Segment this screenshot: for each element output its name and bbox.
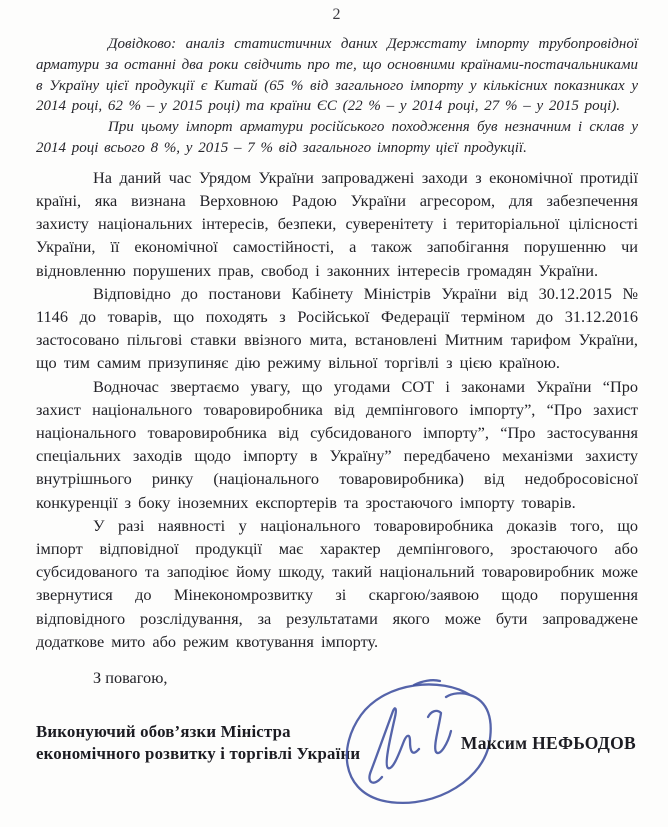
page-number: 2 bbox=[332, 6, 342, 23]
reference-note-paragraph: При цьому імпорт арматури російського походження був незначним і склав у 2014 році всього 8 %, у 2015 – 7 % від загального імпорту цієї продукції. bbox=[36, 119, 638, 156]
body-paragraph: У разі наявності у національного товаровиробника доказів того, що імпорт відповідної продукції має характер демпінгового, зростаючого або субсидованого та заподіює йому шкоду, такий національний товаровиробник може звернутися до Мінекономрозвитку зі скаргою/заявою щодо порушення відповідного розслідування, за результатами якого може бути запроваджене додаткове мито або режим квотування імпорту. bbox=[36, 515, 638, 651]
signer-title-line1: Виконуючий обов’язки Міністра bbox=[36, 722, 291, 742]
signer-title bbox=[36, 721, 360, 765]
body-paragraph: Водночас звертаємо увагу, що угодами СОТ і законами України “Про захист національного товаровиробника від демпінгового імпорту”, “Про захист національного товаровиробника від субсидованого імпорту”, “Про застосування спеціальних заходів щодо імпорту в Україну” передбачено механізми захисту внутрішнього ринку (національного товаровиробника) від недобросовісної конкуренції з боку іноземних експортерів та зростаючого імпорту товарів. bbox=[36, 376, 638, 512]
reference-note-paragraph: Довідково: аналіз статистичних даних Держстату імпорту трубопровідної арматури за останні два роки свідчить про те, що основними країнами-постачальниками в Україну цієї продукції є Китай (65 % від загального імпорту у кількісних показниках у 2014 році, 62 % – у 2015 році) та країни ЄС (22 % – у 2014 році, 27 % – у 2015 році). bbox=[36, 36, 638, 115]
signature-block bbox=[36, 715, 638, 825]
signer-title-line2: економічного розвитку і торгівлі України bbox=[36, 744, 361, 764]
body-paragraph: Відповідно до постанови Кабінету Міністрів України від 30.12.2015 № 1146 до товарів, що походять з Російської Федерації терміном до 31.12.2016 застосовано пільгові ставки ввізного мита, встановлені Митним тарифом України, що тим самим призупиняє дію режиму вільної торгівлі з цією країною. bbox=[36, 283, 638, 373]
body-paragraph: На даний час Урядом України запроваджені заходи з економічної протидії країні, яка визнана Верховною Радою України агресором, для забезпечення захисту національних інтересів, безпеки, суверенітету і територіальної цілісності України, її економічної самостійності, а також запобігання порушенню чи відновленню порушених прав, свобод і законних інтересів громадян України. bbox=[36, 167, 638, 280]
salutation: З повагою, bbox=[93, 668, 168, 688]
signer-name: Максим НЕФЬОДОВ bbox=[460, 733, 636, 754]
